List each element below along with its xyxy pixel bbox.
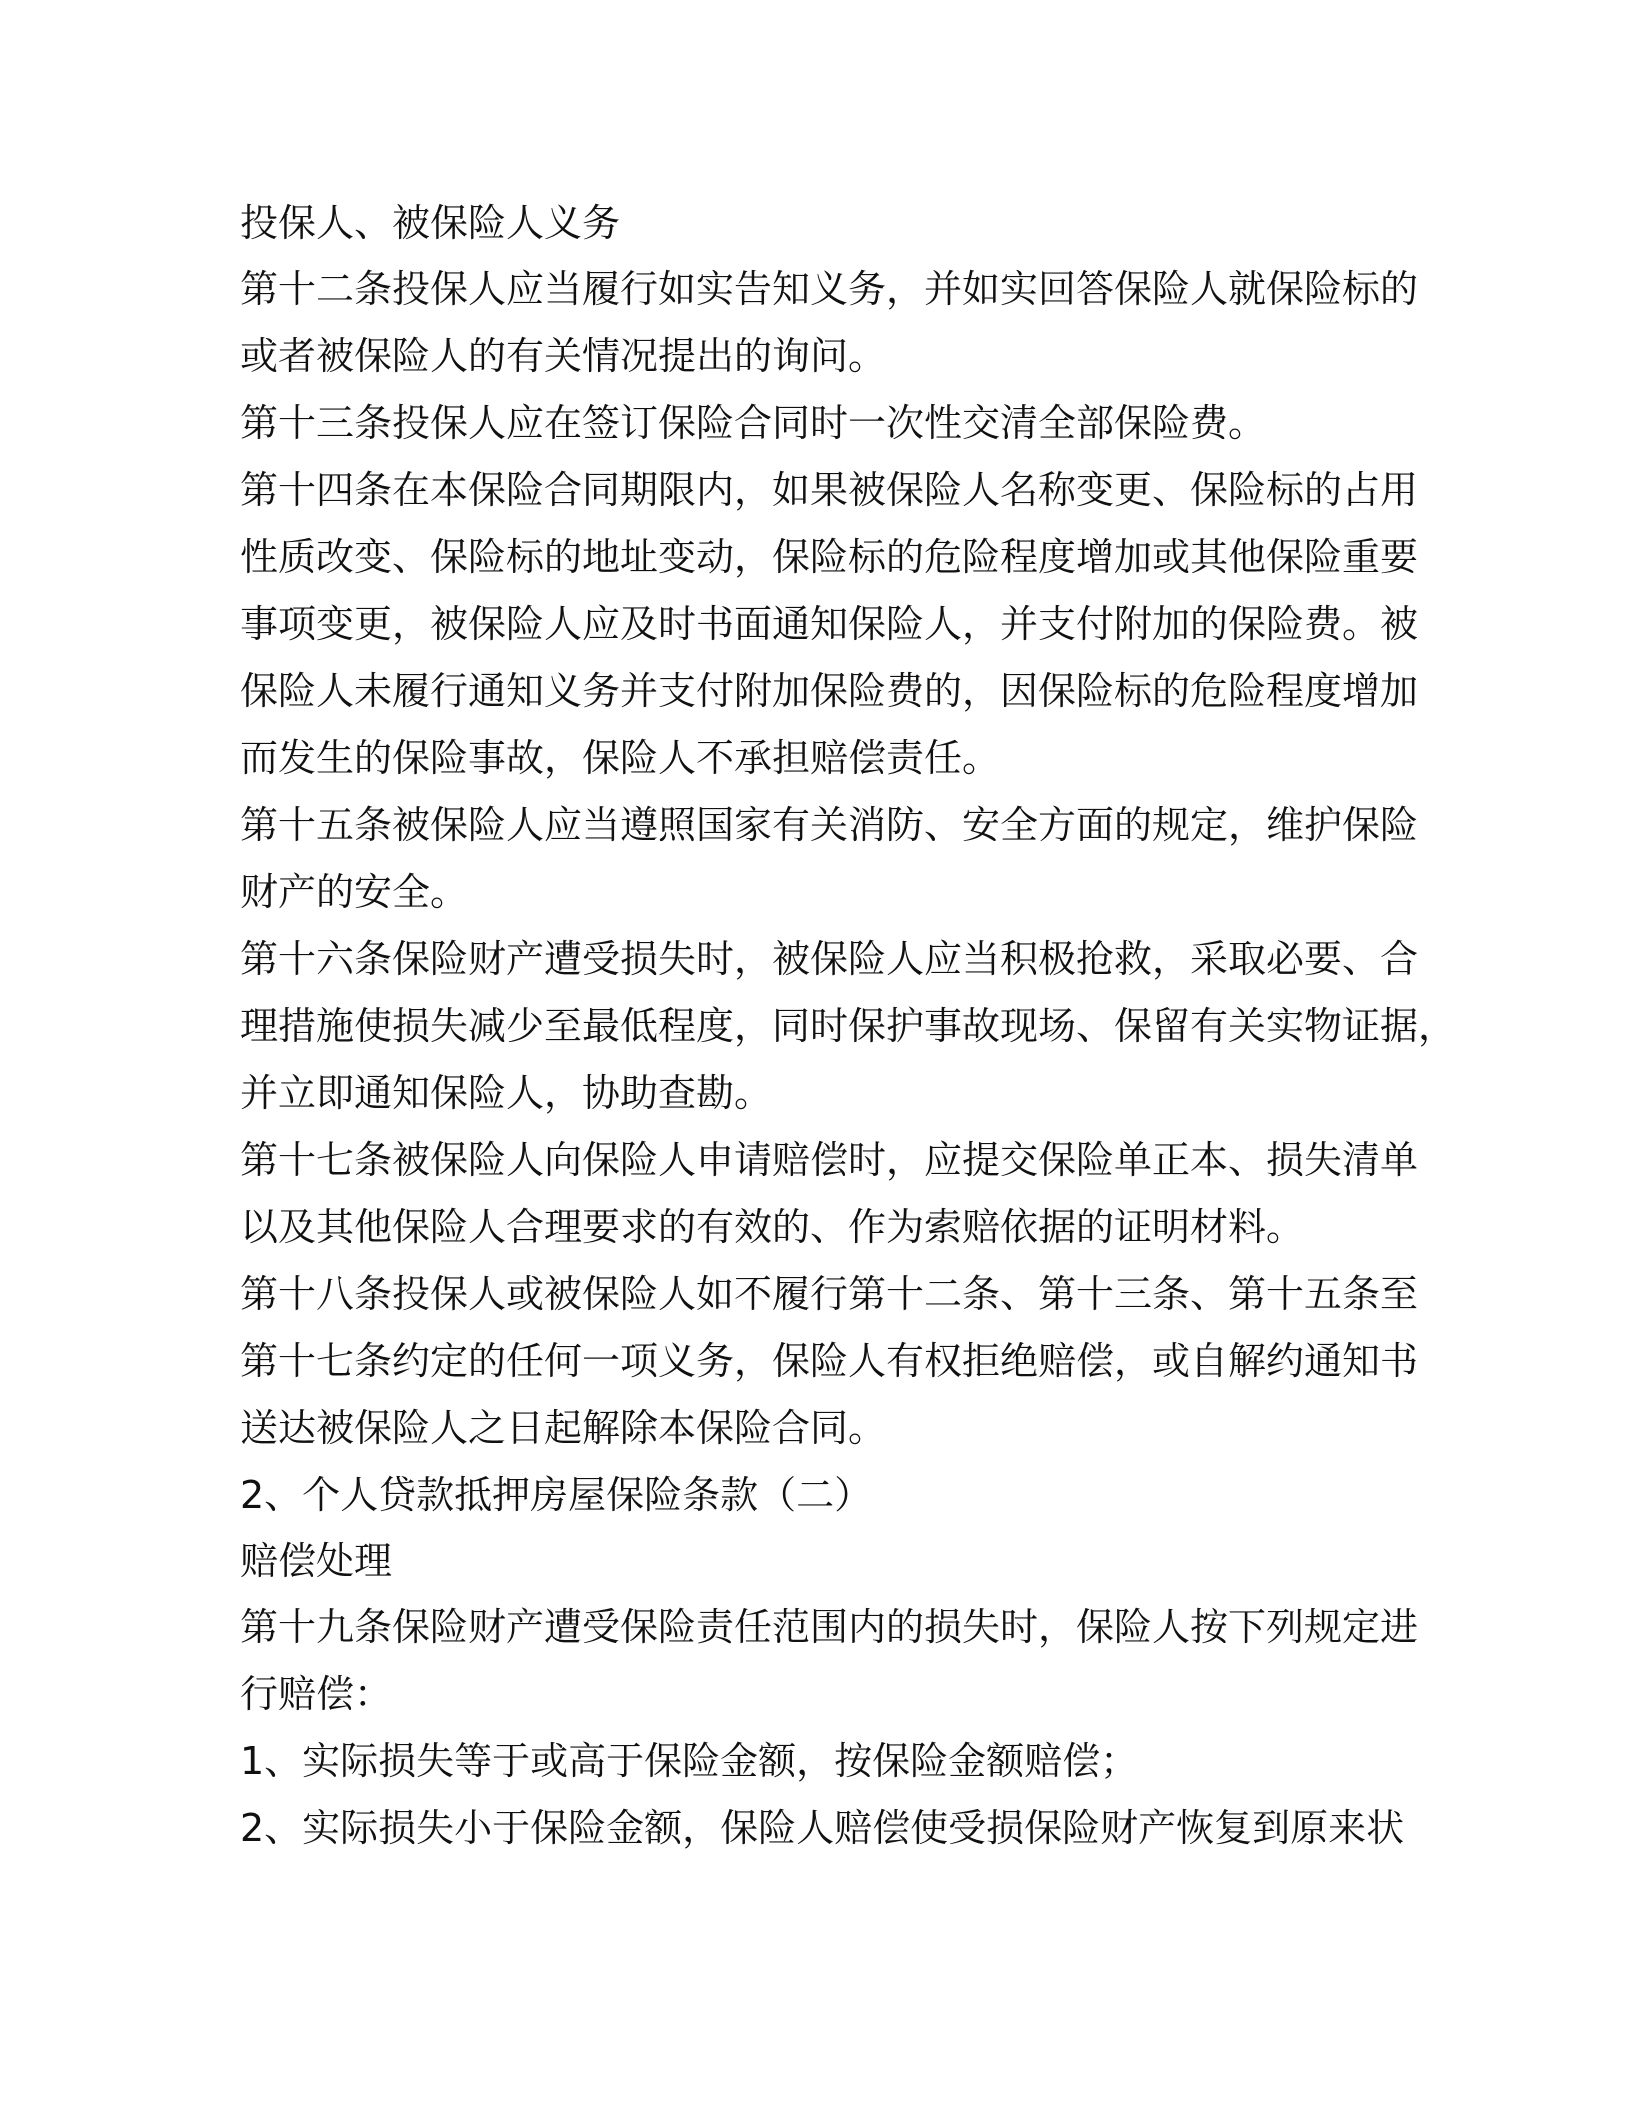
text-line: 并立即通知保险人，协助查勘。 — [240, 1071, 773, 1115]
text-line: 行赔偿： — [240, 1672, 393, 1716]
section-heading-claims: 赔偿处理 — [240, 1539, 393, 1583]
text-line: 第十七条约定的任何一项义务，保险人有权拒绝赔偿，或自解约通知书 — [240, 1339, 1419, 1383]
text-line: 性质改变、保险标的地址变动，保险标的危险程度增加或其他保险重要 — [240, 535, 1419, 579]
text-line: 第十三条投保人应在签订保险合同时一次性交清全部保险费。 — [240, 401, 1267, 445]
text-line: 第十五条被保险人应当遵照国家有关消防、安全方面的规定，维护保险 — [240, 803, 1419, 847]
text-line: 第十二条投保人应当履行如实告知义务，并如实回答保险人就保险标的 — [240, 267, 1419, 311]
text-line: 送达被保险人之日起解除本保险合同。 — [240, 1406, 887, 1450]
text-line: 或者被保险人的有关情况提出的询问。 — [240, 334, 887, 378]
text-line: 以及其他保险人合理要求的有效的、作为索赔依据的证明材料。 — [240, 1205, 1305, 1249]
section-heading-obligations: 投保人、被保险人义务 — [240, 201, 621, 245]
text-line: 第十四条在本保险合同期限内，如果被保险人名称变更、保险标的占用 — [240, 468, 1419, 512]
text-line: 理措施使损失减少至最低程度，同时保护事故现场、保留有关实物证据， — [240, 1004, 1457, 1048]
list-item: 1、实际损失等于或高于保险金额，按保险金额赔偿； — [240, 1739, 1139, 1783]
text-line: 事项变更，被保险人应及时书面通知保险人，并支付附加的保险费。被 — [240, 602, 1419, 646]
text-line: 保险人未履行通知义务并支付附加保险费的，因保险标的危险程度增加 — [240, 669, 1419, 713]
text-line: 财产的安全。 — [240, 870, 469, 914]
section-title-clause-two: 2、个人贷款抵押房屋保险条款（二） — [240, 1473, 873, 1517]
text-line: 第十七条被保险人向保险人申请赔偿时，应提交保险单正本、损失清单 — [240, 1138, 1419, 1182]
list-item: 2、实际损失小于保险金额，保险人赔偿使受损保险财产恢复到原来状 — [240, 1806, 1405, 1850]
text-line: 第十九条保险财产遭受保险责任范围内的损失时，保险人按下列规定进 — [240, 1605, 1419, 1649]
text-line: 第十六条保险财产遭受损失时，被保险人应当积极抢救，采取必要、合 — [240, 937, 1419, 981]
text-line: 而发生的保险事故，保险人不承担赔偿责任。 — [240, 736, 1001, 780]
document-body — [240, 190, 1457, 1862]
text-line: 第十八条投保人或被保险人如不履行第十二条、第十三条、第十五条至 — [240, 1272, 1419, 1316]
